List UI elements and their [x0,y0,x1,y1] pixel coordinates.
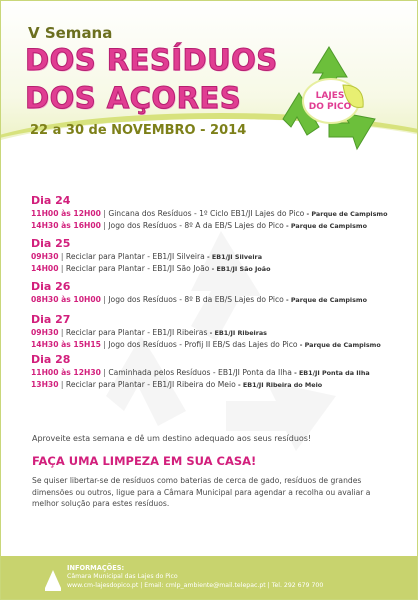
row-separator: | [100,340,109,349]
row-time: 13H30 [31,380,59,389]
row-location: - Parque de Campismo [304,210,388,218]
schedule-row [31,327,381,339]
day-title: Dia 25 [31,237,71,250]
recycle-logo-icon [273,41,385,153]
row-location: - Parque de Campismo [297,341,381,349]
schedule-row [31,251,271,263]
footer-organization: Câmara Municipal das Lajes do Pico [67,573,178,580]
row-time: 11H00 às 12H00 [31,209,101,218]
row-separator: | [58,328,66,337]
row-separator: | [58,264,66,273]
day-block [31,353,370,391]
row-activity: Reciclar para Plantar - EB1/JI Ribeira do Meio [65,380,236,389]
schedule-row [31,367,370,379]
schedule-row [31,263,271,275]
schedule-row [31,294,367,306]
row-activity: Gincana dos Resíduos - 1º Ciclo EB1/JI Lajes do Pico [108,209,305,218]
row-time: 14H00 [31,264,59,273]
row-separator: | [100,368,109,377]
row-location: - EB1/JI Silveira [204,253,263,261]
row-time: 09H30 [31,252,59,261]
row-separator: | [100,295,109,304]
slogan-heading: FAÇA UMA LIMPEZA EM SUA CASA! [32,454,257,468]
footer-contacts: www.cm-lajesdopico.pt | Email: cmlp_ambiente@mail.telepac.pt | Tel. 292 679 700 [67,582,324,589]
logo-text-line1: LAJES [315,91,345,101]
row-separator: | [58,380,66,389]
day-title: Dia 26 [31,280,71,293]
day-block [31,237,271,275]
row-location: - EB1/JI Ribeiras [207,329,267,337]
row-location: - EB1/JI Ribeira do Meio [235,381,323,389]
row-separator: | [100,221,109,230]
note-text: Aproveite esta semana e dê um destino adequado aos seus resíduos! [32,434,312,443]
row-location: - Parque de Campismo [283,222,367,230]
logo-text-line2: DO PICO [308,102,352,112]
row-activity: Caminhada pelos Resíduos - EB1/JI Ponta da Ilha [108,368,292,377]
row-time: 08H30 às 10H00 [31,295,101,304]
row-activity: Reciclar para Plantar - EB1/JI Ribeiras [65,328,208,337]
row-location: - EB1/JI São João [209,265,271,273]
title-line-1: DOS RESÍDUOS [25,43,278,77]
title-line-2: DOS AÇORES [25,81,242,115]
day-block [31,194,387,232]
row-time: 09H30 [31,328,59,337]
schedule-row [31,339,381,351]
row-activity: Reciclar para Plantar - EB1/JI Silveira [65,252,205,261]
row-activity: Jogo dos Resíduos - 8º A da EB/S Lajes do Pico [108,221,284,230]
edition-label: V Semana [28,24,113,42]
row-activity: Jogo dos Resíduos - Profij II EB/S das Lajes do Pico [108,340,298,349]
row-location: - EB1/JI Ponta da Ilha [291,369,370,377]
day-title: Dia 28 [31,353,71,366]
schedule-row [31,208,387,220]
info-paragraph: Se quiser libertar-se de resíduos como baterias de cerca de gado, resíduos de grandes dimensões ou outros, ligue para a Câmara Municipal para agendar a recolha ou avaliar a melhor solução para estes resíduos. [32,476,371,508]
schedule-row [31,220,387,232]
footer [1,556,418,600]
day-title: Dia 24 [31,194,71,207]
row-activity: Jogo dos Resíduos - 8º B da EB/S Lajes do Pico [108,295,284,304]
row-time: 14H30 às 15H15 [31,340,101,349]
row-activity: Reciclar para Plantar - EB1/JI São João [65,264,210,273]
row-separator: | [58,252,66,261]
row-time: 14H30 às 16H00 [31,221,101,230]
row-separator: | [100,209,109,218]
schedule-row [31,379,370,391]
row-time: 11H00 às 12H30 [31,368,101,377]
municipality-logo-icon [43,566,63,592]
footer-title: INFORMAÇÕES: [67,564,125,572]
day-block [31,280,367,306]
day-block [31,313,381,351]
row-location: - Parque de Campismo [283,296,367,304]
event-dates: 22 a 30 de NOVEMBRO - 2014 [30,123,247,138]
day-title: Dia 27 [31,313,71,326]
